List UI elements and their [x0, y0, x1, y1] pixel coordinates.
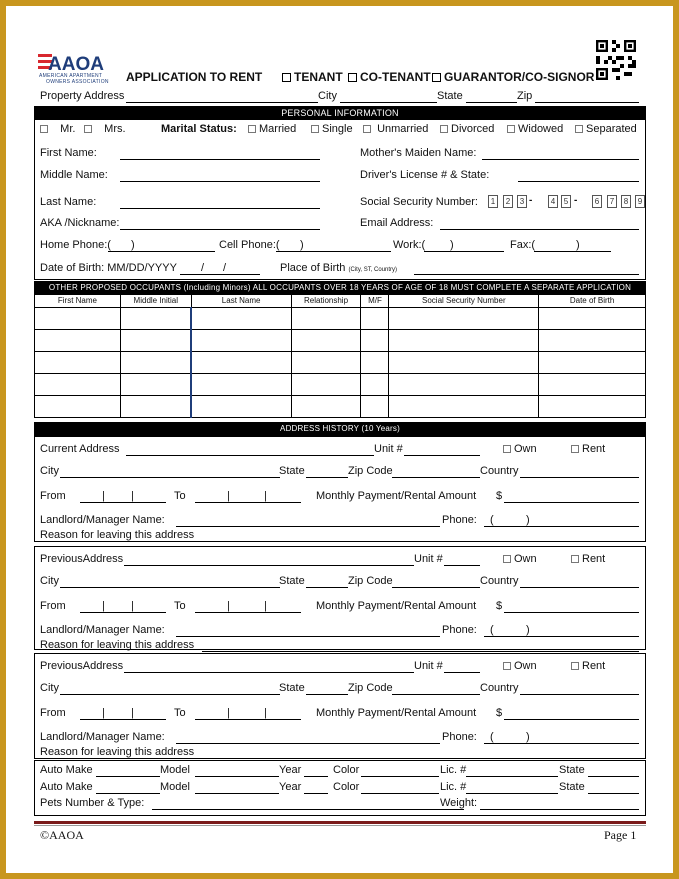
tenant-checkbox[interactable]: [282, 73, 291, 82]
occupant-cell[interactable]: [539, 373, 646, 395]
phone-paren-icon: ): [526, 514, 530, 526]
landlord-phone-field[interactable]: [484, 743, 639, 744]
state-field[interactable]: [306, 477, 348, 478]
phone-paren-icon: ): [526, 731, 530, 743]
col-middle-initial: Middle Initial: [120, 295, 191, 307]
personal-info-bar: PERSONAL INFORMATION: [34, 106, 646, 120]
to-slash-icon: |: [227, 600, 230, 612]
cotenant-checkbox[interactable]: [348, 73, 357, 82]
ssn-digit-box[interactable]: 5: [561, 195, 571, 208]
guarantor-option[interactable]: GUARANTOR/CO-SIGNOR: [432, 70, 594, 84]
mothers-maiden-label: Mother's Maiden Name:: [360, 147, 477, 159]
place-of-birth-label: Place of Birth (City, ST, Country): [280, 262, 398, 274]
occupant-cell[interactable]: [361, 351, 389, 373]
last-name-field[interactable]: [120, 208, 320, 209]
occupant-cell[interactable]: [539, 351, 646, 373]
phone-paren-icon: (: [490, 514, 494, 526]
property-address-field[interactable]: [126, 102, 318, 103]
occupant-cell[interactable]: [35, 351, 121, 373]
country-label: Country: [480, 575, 519, 587]
occupant-cell[interactable]: [361, 307, 389, 329]
monthly-payment-label: Monthly Payment/Rental Amount: [316, 707, 477, 719]
model-label: Model: [160, 781, 190, 793]
dob-field[interactable]: [180, 274, 260, 275]
unit-field[interactable]: [404, 455, 480, 456]
model-label: Model: [160, 764, 190, 776]
to-slash-icon: |: [264, 490, 267, 502]
weight-label: Weight:: [440, 797, 478, 809]
occupant-row: [35, 329, 646, 351]
rent-checkbox[interactable]: [571, 445, 579, 453]
property-state-field[interactable]: [466, 102, 517, 103]
pets-field[interactable]: [152, 809, 464, 810]
col-first-name: First Name: [35, 295, 121, 307]
ssn-label: Social Security Number:: [360, 196, 478, 208]
rent-option[interactable]: [571, 443, 605, 455]
landlord-phone-field[interactable]: [484, 526, 639, 527]
weight-field[interactable]: [480, 809, 639, 810]
own-option[interactable]: [503, 443, 537, 455]
mrs-option[interactable]: Mrs.: [84, 123, 126, 135]
footer-rule: [34, 821, 646, 824]
occupant-cell[interactable]: [291, 307, 361, 329]
copyright: ©AAOA: [40, 828, 84, 842]
occupants-bar: OTHER PROPOSED OCCUPANTS (Including Minors) ALL OCCUPANTS OVER 18 YEARS OF AGE OF 18 MUST COMPLETE A SEPARATE APPLICATION: [34, 281, 646, 295]
logo-subtitle-1: AMERICAN APARTMENT: [39, 73, 103, 79]
zip-field[interactable]: [392, 694, 480, 695]
to-date-field[interactable]: [195, 612, 301, 613]
work-phone-label: Work:(: [393, 239, 426, 251]
state-field[interactable]: [306, 587, 348, 588]
occupant-cell[interactable]: [361, 373, 389, 395]
zip-field[interactable]: [392, 477, 480, 478]
dollar-sign: $: [496, 707, 503, 719]
own-text: Own: [514, 660, 537, 672]
from-date-field[interactable]: [80, 612, 166, 613]
property-zip-field[interactable]: [535, 102, 639, 103]
occupant-cell[interactable]: [120, 307, 191, 329]
dob-slash-1-icon: /: [201, 262, 205, 274]
aka-label: AKA /Nickname:: [40, 217, 120, 229]
occupant-cell[interactable]: [389, 329, 539, 351]
monthly-payment-label: Monthly Payment/Rental Amount: [316, 600, 477, 612]
aka-field[interactable]: [120, 229, 320, 230]
monthly-payment-field[interactable]: [504, 502, 639, 503]
property-city-label: City: [318, 90, 337, 102]
address-label: PreviousAddress: [40, 553, 124, 565]
ssn-digit-box[interactable]: 9: [635, 195, 645, 208]
home-phone-label: Home Phone:(: [40, 239, 111, 251]
occupant-cell[interactable]: [191, 351, 291, 373]
mr-option[interactable]: Mr.: [40, 123, 75, 135]
logo-subtitle-2: OWNERS ASSOCIATION: [46, 79, 109, 85]
unit-label: Unit #: [414, 553, 443, 565]
zip-label: Zip Code: [348, 465, 393, 477]
year-field[interactable]: [304, 793, 328, 794]
landlord-label: Landlord/Manager Name:: [40, 731, 165, 743]
year-label: Year: [279, 764, 302, 776]
address-field[interactable]: [124, 565, 414, 566]
phone-paren-icon: (: [490, 731, 494, 743]
vehicle-state-label: State: [559, 781, 585, 793]
fax-field[interactable]: [534, 251, 611, 252]
fax-label: Fax:(: [510, 239, 536, 251]
occupant-cell[interactable]: [120, 351, 191, 373]
occupant-cell[interactable]: [120, 373, 191, 395]
occupant-row: [35, 351, 646, 373]
landlord-field[interactable]: [176, 743, 440, 744]
first-name-label: First Name:: [40, 147, 97, 159]
col-dob: Date of Birth: [539, 295, 646, 307]
separated-option[interactable]: Separated: [575, 123, 637, 135]
phone-paren-icon: (: [490, 624, 494, 636]
email-field[interactable]: [440, 229, 639, 230]
occupant-cell[interactable]: [361, 395, 389, 417]
ssn-digit-box[interactable]: 8: [621, 195, 631, 208]
property-address-label: Property Address: [40, 90, 125, 102]
rent-option[interactable]: [571, 660, 605, 672]
auto-make-field[interactable]: [96, 793, 160, 794]
color-label: Color: [333, 764, 360, 776]
year-label: Year: [279, 781, 302, 793]
occupant-cell[interactable]: [191, 307, 291, 329]
occupant-cell[interactable]: [389, 395, 539, 417]
divorced-option[interactable]: Divorced: [440, 123, 494, 135]
own-checkbox[interactable]: [503, 555, 511, 563]
landlord-label: Landlord/Manager Name:: [40, 624, 165, 636]
from-slash-icon: |: [131, 707, 134, 719]
property-city-field[interactable]: [340, 102, 437, 103]
reason-label: Reason for leaving this address: [40, 529, 195, 541]
city-field[interactable]: [60, 694, 280, 695]
from-label: From: [40, 490, 66, 502]
dob-label: Date of Birth: MM/DD/YYYY: [40, 262, 177, 274]
ssn-digit-box[interactable]: 4: [548, 195, 558, 208]
city-field[interactable]: [60, 587, 280, 588]
phone-paren-icon: ): [526, 624, 530, 636]
occupants-header-row: [35, 295, 646, 307]
logo-text: AAOA: [48, 54, 104, 74]
occupants-table: [34, 295, 646, 418]
lic-field[interactable]: [466, 776, 558, 777]
address-field[interactable]: [124, 672, 414, 673]
color-field[interactable]: [361, 776, 439, 777]
single-checkbox[interactable]: [311, 125, 319, 133]
email-label: Email Address:: [360, 217, 434, 229]
state-label: State: [279, 465, 305, 477]
reason-label: Reason for leaving this address: [40, 746, 195, 758]
landlord-field[interactable]: [176, 636, 440, 637]
landlord-phone-label: Phone:: [442, 624, 477, 636]
reason-field[interactable]: [202, 758, 639, 759]
monthly-payment-field[interactable]: [504, 719, 639, 720]
middle-name-field[interactable]: [120, 181, 320, 182]
occupant-cell[interactable]: [35, 329, 121, 351]
address-label: PreviousAddress: [40, 660, 124, 672]
from-slash-icon: |: [102, 600, 105, 612]
to-slash-icon: |: [264, 707, 267, 719]
to-label: To: [174, 490, 186, 502]
auto-make-label: Auto Make: [40, 781, 93, 793]
home-phone-field[interactable]: [108, 251, 215, 252]
from-slash-icon: |: [102, 490, 105, 502]
occupant-cell[interactable]: [191, 329, 291, 351]
rent-option[interactable]: [571, 553, 605, 565]
own-option[interactable]: [503, 660, 537, 672]
single-option[interactable]: Single: [311, 123, 353, 135]
occupants-body: [35, 307, 646, 417]
occupant-row: [35, 373, 646, 395]
state-label: State: [279, 682, 305, 694]
landlord-phone-label: Phone:: [442, 514, 477, 526]
zip-field[interactable]: [392, 587, 480, 588]
col-ssn: Social Security Number: [389, 295, 539, 307]
zip-label: Zip Code: [348, 575, 393, 587]
address-history-bar: ADDRESS HISTORY (10 Years): [34, 422, 646, 436]
from-slash-icon: |: [131, 600, 134, 612]
vehicle-state-label: State: [559, 764, 585, 776]
rent-text: Rent: [582, 660, 606, 672]
vehicle-state-field[interactable]: [588, 793, 639, 794]
own-text: Own: [514, 553, 537, 565]
middle-name-label: Middle Name:: [40, 169, 108, 181]
to-date-field[interactable]: [195, 719, 301, 720]
drivers-license-label: Driver's License # & State:: [360, 169, 490, 181]
from-slash-icon: |: [131, 490, 134, 502]
cell-phone-field[interactable]: [276, 251, 391, 252]
fax-paren-icon: ): [576, 239, 580, 251]
col-last-name: Last Name: [191, 295, 291, 307]
to-slash-icon: |: [264, 600, 267, 612]
model-field[interactable]: [195, 776, 279, 777]
qr-code-icon: [596, 40, 636, 80]
tenant-option[interactable]: TENANT: [282, 70, 343, 84]
lic-label: Lic. #: [440, 764, 467, 776]
own-text: Own: [514, 443, 537, 455]
country-label: Country: [480, 682, 519, 694]
mrs-checkbox[interactable]: [84, 125, 92, 133]
state-label: State: [279, 575, 305, 587]
to-slash-icon: |: [227, 490, 230, 502]
page-number: Page 1: [604, 828, 637, 842]
form-title: APPLICATION TO RENT: [126, 70, 263, 84]
widowed-option[interactable]: Widowed: [507, 123, 563, 135]
own-checkbox[interactable]: [503, 445, 511, 453]
color-field[interactable]: [361, 793, 439, 794]
own-option[interactable]: [503, 553, 537, 565]
married-checkbox[interactable]: [248, 125, 256, 133]
unit-label: Unit #: [414, 660, 443, 672]
property-zip-label: Zip: [517, 90, 533, 102]
occupant-cell[interactable]: [35, 307, 121, 329]
from-label: From: [40, 707, 66, 719]
city-label: City: [40, 465, 59, 477]
address-label: Current Address: [40, 443, 120, 455]
model-field[interactable]: [195, 793, 279, 794]
cell-phone-label: Cell Phone:(: [219, 239, 280, 251]
occupant-cell[interactable]: [539, 329, 646, 351]
ssn-digit-box[interactable]: 6: [592, 195, 602, 208]
unit-field[interactable]: [444, 672, 480, 673]
separated-checkbox[interactable]: [575, 125, 583, 133]
home-phone-paren-icon: ): [131, 239, 135, 251]
unmarried-checkbox[interactable]: [363, 125, 371, 133]
to-date-field[interactable]: [195, 502, 301, 503]
occupant-cell[interactable]: [361, 329, 389, 351]
occupant-cell[interactable]: [539, 307, 646, 329]
city-field[interactable]: [60, 477, 280, 478]
last-name-label: Last Name:: [40, 196, 97, 208]
reason-field[interactable]: [202, 541, 639, 542]
auto-make-label: Auto Make: [40, 764, 93, 776]
city-label: City: [40, 682, 59, 694]
occupant-cell[interactable]: [291, 395, 361, 417]
application-page: [6, 6, 673, 873]
country-label: Country: [480, 465, 519, 477]
from-label: From: [40, 600, 66, 612]
zip-label: Zip Code: [348, 682, 393, 694]
ssn-digit-box[interactable]: 2: [503, 195, 513, 208]
country-field[interactable]: [520, 694, 639, 695]
ssn-dash: -: [529, 195, 533, 206]
rent-checkbox[interactable]: [571, 555, 579, 563]
cell-phone-paren-icon: ): [300, 239, 304, 251]
footer-rule-thin: [34, 825, 646, 826]
address-field[interactable]: [126, 455, 374, 456]
from-date-field[interactable]: [80, 502, 166, 503]
reason-field[interactable]: [202, 651, 639, 652]
occupant-row: [35, 307, 646, 329]
dollar-sign: $: [496, 600, 503, 612]
occupant-row: [35, 395, 646, 417]
reason-label: Reason for leaving this address: [40, 639, 195, 651]
mr-checkbox[interactable]: [40, 125, 48, 133]
occupant-cell[interactable]: [389, 351, 539, 373]
married-option[interactable]: Married: [248, 123, 296, 135]
divorced-checkbox[interactable]: [440, 125, 448, 133]
mothers-maiden-field[interactable]: [482, 159, 639, 160]
occupant-cell[interactable]: [120, 329, 191, 351]
widowed-checkbox[interactable]: [507, 125, 515, 133]
own-checkbox[interactable]: [503, 662, 511, 670]
work-phone-paren-icon: ): [450, 239, 454, 251]
auto-make-field[interactable]: [96, 776, 160, 777]
occupant-cell[interactable]: [291, 373, 361, 395]
rent-checkbox[interactable]: [571, 662, 579, 670]
from-slash-icon: |: [102, 707, 105, 719]
unit-label: Unit #: [374, 443, 403, 455]
dollar-sign: $: [496, 490, 503, 502]
monthly-payment-field[interactable]: [504, 612, 639, 613]
occupant-cell[interactable]: [389, 373, 539, 395]
drivers-license-field[interactable]: [518, 181, 639, 182]
unmarried-option[interactable]: Unmarried: [363, 123, 428, 135]
occupant-cell[interactable]: [35, 395, 121, 417]
cotenant-option[interactable]: CO-TENANT: [348, 70, 431, 84]
place-of-birth-field[interactable]: [414, 274, 639, 275]
monthly-payment-label: Monthly Payment/Rental Amount: [316, 490, 477, 502]
landlord-phone-field[interactable]: [484, 636, 639, 637]
ssn-digit-box[interactable]: 3: [517, 195, 527, 208]
landlord-field[interactable]: [176, 526, 440, 527]
country-field[interactable]: [520, 587, 639, 588]
vehicle-state-field[interactable]: [588, 776, 639, 777]
occupant-cell[interactable]: [120, 395, 191, 417]
ssn-dash: -: [574, 195, 578, 206]
country-field[interactable]: [520, 477, 639, 478]
occupant-cell[interactable]: [291, 351, 361, 373]
guarantor-checkbox[interactable]: [432, 73, 441, 82]
occupant-cell[interactable]: [191, 373, 291, 395]
to-label: To: [174, 707, 186, 719]
ssn-digit-box[interactable]: 1: [488, 195, 498, 208]
to-slash-icon: |: [227, 707, 230, 719]
dob-slash-2-icon: /: [223, 262, 227, 274]
occupant-cell[interactable]: [191, 395, 291, 417]
work-phone-field[interactable]: [424, 251, 504, 252]
occupant-cell[interactable]: [291, 329, 361, 351]
occupant-cell[interactable]: [539, 395, 646, 417]
year-field[interactable]: [304, 776, 328, 777]
rent-text: Rent: [582, 553, 606, 565]
aaoa-logo: [38, 52, 124, 74]
lic-field[interactable]: [466, 793, 558, 794]
landlord-phone-label: Phone:: [442, 731, 477, 743]
occupant-cell[interactable]: [389, 307, 539, 329]
property-state-label: State: [437, 90, 463, 102]
unit-field[interactable]: [444, 565, 480, 566]
rent-text: Rent: [582, 443, 606, 455]
first-name-field[interactable]: [120, 159, 320, 160]
occupant-cell[interactable]: [35, 373, 121, 395]
to-label: To: [174, 600, 186, 612]
from-date-field[interactable]: [80, 719, 166, 720]
col-relationship: Relationship: [291, 295, 361, 307]
marital-status-label: Marital Status:: [161, 123, 237, 135]
pets-label: Pets Number & Type:: [40, 797, 145, 809]
city-label: City: [40, 575, 59, 587]
color-label: Color: [333, 781, 360, 793]
ssn-digit-box[interactable]: 7: [607, 195, 617, 208]
state-field[interactable]: [306, 694, 348, 695]
lic-label: Lic. #: [440, 781, 467, 793]
col-mf: M/F: [361, 295, 389, 307]
landlord-label: Landlord/Manager Name:: [40, 514, 165, 526]
